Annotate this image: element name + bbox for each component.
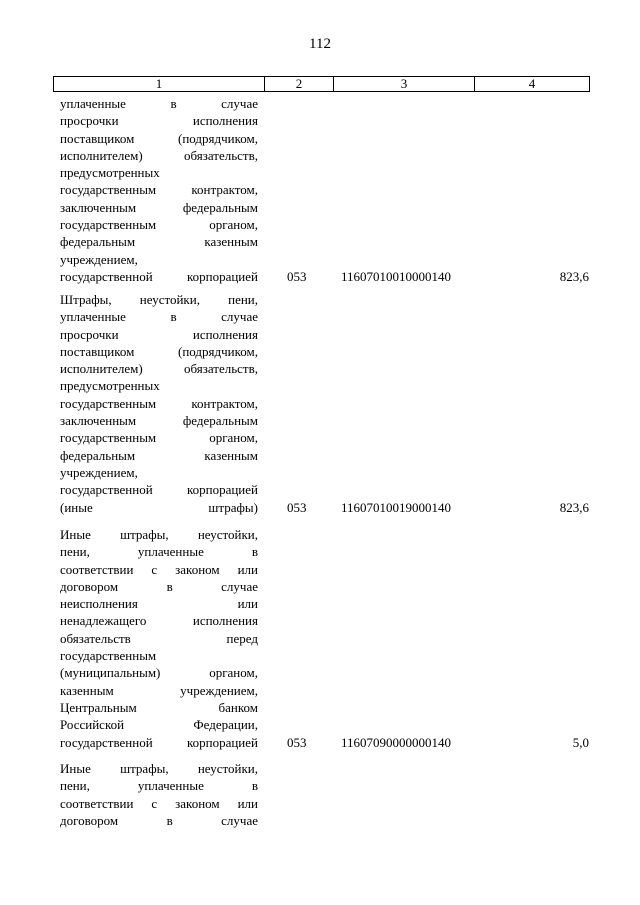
- description-line: заключенным федеральным: [60, 199, 258, 215]
- row-code: 053: [287, 269, 307, 284]
- description-line: казенным учреждением,: [60, 682, 258, 698]
- description-line: договором в случае: [60, 812, 258, 828]
- row-description: [60, 760, 258, 829]
- description-line: государственным контрактом,: [60, 395, 258, 411]
- description-line: государственной корпорацией: [60, 734, 258, 750]
- header-col-3: 3: [334, 77, 475, 91]
- description-line: (иные штрафы): [60, 499, 258, 515]
- row-code: 053: [287, 734, 307, 750]
- description-line: соответствии с законом или: [60, 561, 258, 577]
- description-line: неисполнения или: [60, 596, 258, 612]
- description-line: договором в случае: [60, 578, 258, 594]
- description-line: исполнителем) обязательств,: [60, 147, 258, 163]
- row-description: [60, 95, 258, 285]
- row-amount: 5,0: [572, 734, 589, 750]
- description-line: государственным органом,: [60, 217, 258, 233]
- description-line: государственным органом,: [60, 430, 258, 446]
- description-line: заключенным федеральным: [60, 413, 258, 429]
- page-number: 112: [309, 36, 331, 52]
- description-line: государственным: [60, 648, 157, 664]
- row-kbk: 11607090000000140: [341, 734, 452, 750]
- header-col-4: 4: [528, 76, 536, 91]
- table-header: [53, 76, 590, 92]
- description-line: исполнителем) обязательств,: [60, 361, 258, 377]
- description-line: Российской Федерации,: [60, 717, 258, 733]
- header-col-2: 2: [265, 77, 334, 91]
- description-line: Штрафы, неустойки, пени,: [60, 292, 258, 307]
- description-line: учреждением,: [60, 251, 138, 267]
- description-line: учреждением,: [60, 464, 138, 480]
- description-line: соответствии с законом или: [60, 795, 258, 811]
- description-line: государственным контрактом,: [60, 182, 258, 198]
- row-code: 053: [287, 499, 307, 515]
- description-line: просрочки исполнения: [60, 113, 258, 129]
- description-line: поставщиком (подрядчиком,: [60, 130, 258, 146]
- row-amount: 823,6: [559, 269, 589, 284]
- description-line: ненадлежащего исполнения: [60, 613, 258, 629]
- description-line: Иные штрафы, неустойки,: [60, 761, 258, 776]
- description-line: поставщиком (подрядчиком,: [60, 343, 258, 359]
- description-line: предусмотренных: [60, 165, 160, 181]
- description-line: Центральным банком: [60, 699, 258, 715]
- description-line: просрочки исполнения: [60, 326, 258, 342]
- description-line: Иные штрафы, неустойки,: [60, 527, 258, 542]
- row-kbk: 11607010019000140: [341, 499, 452, 515]
- description-line: федеральным казенным: [60, 447, 258, 463]
- description-line: уплаченные в случае: [60, 96, 258, 111]
- description-line: пени, уплаченные в: [60, 778, 258, 794]
- header-col-1: 1: [54, 77, 265, 91]
- row-description: [60, 526, 258, 751]
- description-line: государственной корпорацией: [60, 482, 258, 498]
- description-line: уплаченные в случае: [60, 309, 258, 325]
- row-description: [60, 291, 258, 516]
- row-amount: 823,6: [559, 499, 589, 515]
- description-line: государственной корпорацией: [60, 268, 258, 284]
- description-line: предусмотренных: [60, 378, 160, 394]
- row-kbk: 11607010010000140: [341, 269, 452, 284]
- description-line: обязательств перед: [60, 630, 258, 646]
- description-line: пени, уплаченные в: [60, 544, 258, 560]
- description-line: (муниципальным) органом,: [60, 665, 258, 681]
- description-line: федеральным казенным: [60, 234, 258, 250]
